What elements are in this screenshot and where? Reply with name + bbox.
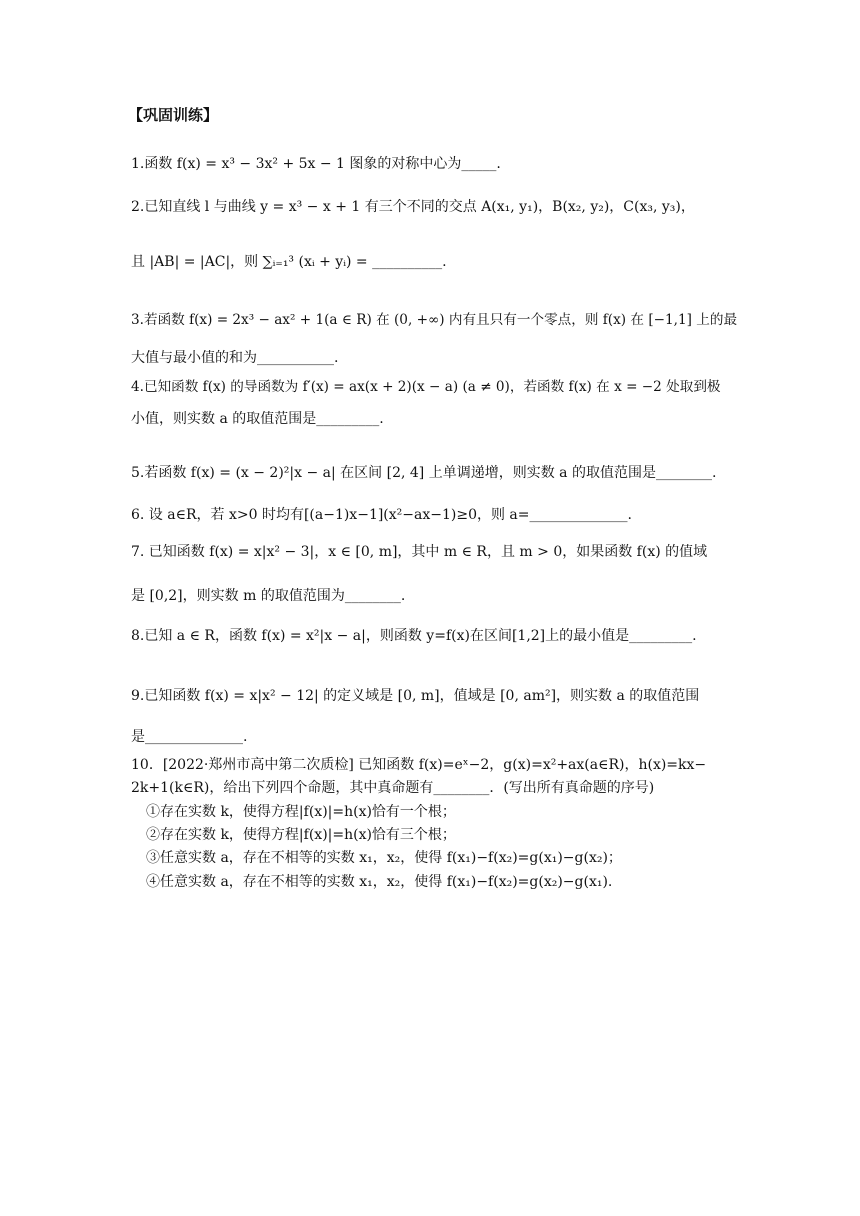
problem-10-line-1: 10．[2022·郑州市高中第二次质检] 已知函数 f(x)=eˣ−2，g(x)=x²+ax(a∈R)，h(x)=kx− — [131, 757, 707, 773]
problem-10-line-2: 2k+1(k∈R)，给出下列四个命题，其中真命题有________．(写出所有真命题的序号) — [131, 780, 655, 796]
problem-7-line-2: 是 [0,2]，则实数 m 的取值范围为________. — [131, 588, 406, 604]
problem-8-line-1: 8.已知 a ∈ R，函数 f(x) = x²|x − a|，则函数 y=f(x)在区间[1,2]上的最小值是_________. — [131, 628, 697, 644]
problem-2-line-2: 且 |AB| = |AC|，则 ∑ᵢ₌₁³ (xᵢ + yᵢ) = __________. — [131, 254, 447, 270]
problem-10-option-4: ④任意实数 a，存在不相等的实数 x₁，x₂，使得 f(x₁)−f(x₂)=g(x₂)−g(x₁). — [146, 874, 613, 890]
problem-10-option-1: ①存在实数 k，使得方程|f(x)|=h(x)恰有一个根； — [146, 804, 456, 820]
problem-9-line-1: 9.已知函数 f(x) = x|x² − 12| 的定义域是 [0, m]，值域是 [0, am²]，则实数 a 的取值范围 — [131, 688, 700, 704]
problem-7-line-1: 7. 已知函数 f(x) = x|x² − 3|，x ∈ [0, m]，其中 m ∈ R，且 m > 0，如果函数 f(x) 的值域 — [131, 544, 708, 560]
problem-5-line-1: 5.若函数 f(x) = (x − 2)²|x − a| 在区间 [2, 4] 上单调递增，则实数 a 的取值范围是________. — [131, 465, 717, 481]
problem-9-line-2: 是______________. — [131, 729, 248, 745]
problem-1-line-1: 1.函数 f(x) = x³ − 3x² + 5x − 1 图象的对称中心为_____. — [131, 156, 501, 172]
problem-4-line-2: 小值，则实数 a 的取值范围是_________. — [131, 411, 384, 427]
problem-10-option-2: ②存在实数 k，使得方程|f(x)|=h(x)恰有三个根； — [146, 827, 456, 843]
problem-3-line-1: 3.若函数 f(x) = 2x³ − ax² + 1(a ∈ R) 在 (0, +∞) 内有且只有一个零点，则 f(x) 在 [−1,1] 上的最 — [131, 312, 738, 328]
problem-10-option-3: ③任意实数 a，存在不相等的实数 x₁，x₂，使得 f(x₁)−f(x₂)=g(x₁)−g(x₂)； — [146, 850, 622, 866]
problem-4-line-1: 4.已知函数 f(x) 的导函数为 f′(x) = ax(x + 2)(x − a) (a ≠ 0)，若函数 f(x) 在 x = −2 处取到极 — [131, 379, 721, 395]
problem-6-line-1: 6. 设 a∈R，若 x>0 时均有[(a−1)x−1](x²−ax−1)≥0，则 a=______________. — [131, 507, 632, 523]
section-title: 【巩固训练】 — [128, 106, 219, 124]
problem-3-line-2: 大值与最小值的和为___________. — [131, 350, 339, 366]
problem-2-line-1: 2.已知直线 l 与曲线 y = x³ − x + 1 有三个不同的交点 A(x₁, y₁)，B(x₂, y₂)，C(x₃, y₃)， — [131, 199, 695, 215]
